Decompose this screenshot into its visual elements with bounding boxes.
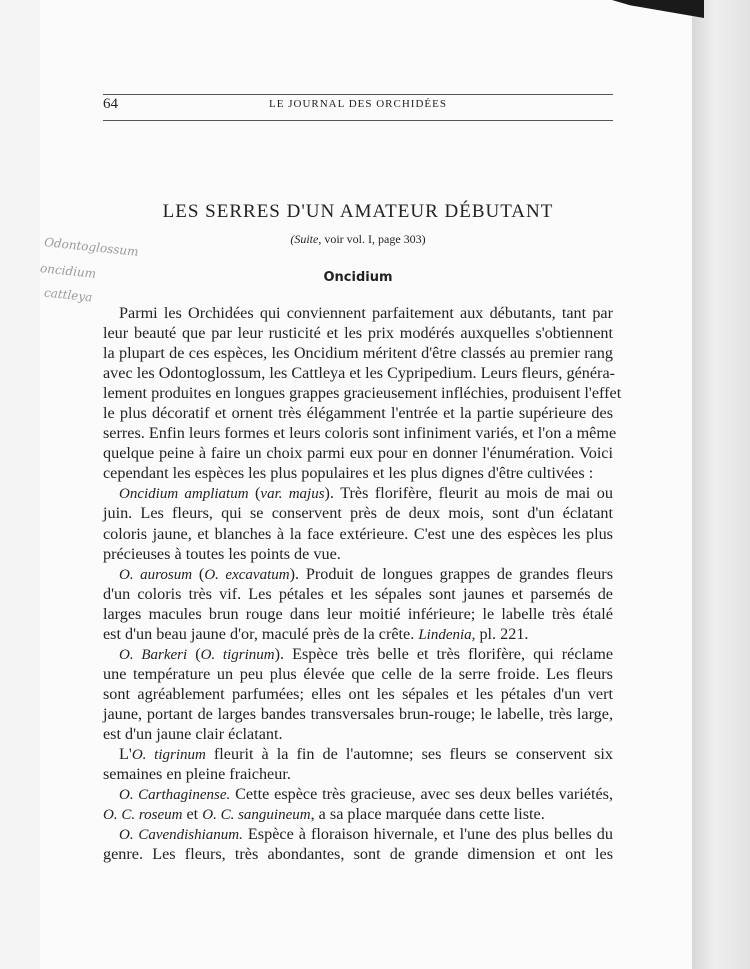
text-line (103, 343, 613, 363)
text-segment: la plupart de ces espèces, les Oncidium méritent d'être classés au premier rang (103, 344, 613, 363)
text-segment: jaune, portant de larges bandes transversales brun-rouge; le labelle, très large, (103, 704, 613, 723)
text-segment: est d'un beau jaune d'or, maculé près de la crête. (103, 624, 419, 643)
text-segment: leur beauté que par leur rusticité et les prix modérés auxquelles s'obtiennent (103, 324, 613, 343)
page-number: 64 (103, 96, 118, 112)
paragraph (103, 744, 613, 784)
text-segment: et (182, 805, 203, 824)
text-segment: cependant les espèces les plus populaires et les plus dignes d'être cultivées : (103, 464, 594, 483)
text-line (103, 784, 613, 804)
text-line (103, 463, 613, 483)
page-edge-shadow (692, 0, 750, 969)
italic-text: O. C. sanguineum (202, 807, 311, 824)
text-line (103, 604, 613, 624)
text-segment: fleurit à la fin de l'automne; ses fleurs se conservent six (205, 745, 613, 764)
text-line (103, 664, 613, 684)
text-segment: le plus décoratif et ornent très élégamment l'entrée et la partie supérieure des (103, 404, 613, 423)
text-segment: est d'un jaune clair éclatant. (103, 724, 283, 743)
text-line (103, 564, 613, 584)
text-line (103, 544, 613, 564)
text-line (103, 443, 613, 463)
handwritten-note: oncidium (39, 261, 97, 281)
italic-text: O. Carthaginense. (119, 787, 231, 804)
italic-text: Lindenia, (418, 626, 476, 643)
subtitle-suite: (Suite, (290, 232, 322, 246)
text-line (103, 383, 622, 403)
text-line (103, 624, 613, 644)
paragraph (103, 644, 613, 744)
paragraph (103, 824, 613, 864)
text-segment: ( (192, 564, 205, 583)
text-segment: d'un coloris très vif. Les pétales et les sépales sont jaunes et parsemés de (103, 584, 613, 603)
text-segment: semaines en pleine fraicheur. (103, 765, 291, 784)
text-segment: Cette espèce très gracieuse, avec ses deux belles variétés, (230, 785, 613, 804)
text-line (103, 323, 613, 343)
text-line (103, 524, 613, 544)
text-segment: genre. Les fleurs, très abondantes, sont de grande dimension et ont les (103, 845, 613, 864)
text-segment: larges macules brun rouge dans leur moitié inférieure; le labelle très étalé (103, 604, 613, 623)
text-segment: juin. Les fleurs, qui se conservent près de deux mois, sont d'un éclatant (103, 504, 613, 523)
text-segment: sont agréablement parfumées; elles ont les sépales et les pétales d'un vert (103, 684, 613, 703)
text-line (103, 724, 613, 744)
text-line (103, 403, 613, 423)
text-segment: ). Espèce très belle et très florifère, qui réclame (274, 644, 614, 663)
italic-text: O. aurosum (119, 566, 193, 583)
text-segment: L' (119, 745, 132, 764)
text-segment: coloris jaune, et blanches à la face extérieure. C'est une des espèces les plus (103, 524, 613, 543)
text-segment: lement produites en longues grappes gracieusement infléchies, produisent l'effet (103, 384, 622, 403)
text-segment: précieuses à toutes les points de vue. (103, 544, 341, 563)
text-line (103, 584, 613, 604)
italic-text: O. tigrinum (131, 747, 206, 764)
text-segment: une température un peu plus élevée que celle de la serre froide. Les fleurs (103, 664, 613, 683)
text-line (103, 844, 613, 864)
text-segment: Parmi les Orchidées qui conviennent parfaitement aux débutants, tant par (119, 304, 613, 322)
handwritten-note: Odontoglossum (43, 235, 140, 259)
text-line (103, 704, 613, 724)
text-segment: avec les Odontoglossum, les Cattleya et les Cypripedium. Leurs fleurs, généra- (103, 364, 616, 383)
italic-text: O. C. roseum (103, 807, 183, 824)
text-line (103, 824, 613, 844)
text-line (103, 684, 613, 704)
text-segment: ). Très florifère, fleurit au mois de mai ou (324, 484, 613, 503)
article-title: LES SERRES D'UN AMATEUR DÉBUTANT (162, 201, 554, 222)
italic-text: O. Barkeri (119, 646, 188, 663)
article-subtitle (103, 232, 613, 247)
text-line (103, 744, 613, 764)
text-line (103, 303, 613, 323)
text-line (103, 423, 617, 443)
text-segment: ( (248, 484, 261, 503)
subtitle-reference: voir vol. I, page 303) (321, 232, 426, 246)
text-line (103, 363, 616, 383)
italic-text: O. Cavendishianum. (119, 827, 243, 844)
text-line (103, 503, 613, 523)
article-body (103, 303, 622, 864)
text-segment: Espèce à floraison hivernale, et l'une des plus belles du (242, 825, 613, 844)
paragraph (103, 303, 622, 483)
italic-text: O. tigrinum (200, 646, 275, 663)
header-rule-top (103, 94, 613, 95)
italic-text: var. majus (260, 486, 325, 503)
text-segment: serres. Enfin leurs formes et leurs coloris sont infiniment variés, et l'on a même (103, 424, 617, 443)
paragraph (103, 784, 613, 824)
paragraph (103, 564, 613, 644)
text-line (103, 804, 613, 824)
running-title: LE JOURNAL DES ORCHIDÉES (269, 98, 447, 110)
italic-text: O. excavatum (204, 566, 290, 583)
text-segment: , a sa place marquée dans cette liste. (310, 805, 545, 824)
text-line (103, 483, 613, 503)
paragraph (103, 483, 613, 563)
header-rule-bottom (103, 120, 613, 121)
text-segment: pl. 221. (475, 624, 529, 643)
text-segment: ( (187, 644, 201, 663)
text-line (103, 764, 613, 784)
section-heading: Oncidium (323, 270, 393, 285)
text-line (103, 644, 613, 664)
text-segment: quelque peine à faire un choix parmi eux pour en donner l'énumération. Voici (103, 444, 613, 463)
text-segment: ). Produit de longues grappes de grandes fleurs (289, 564, 613, 583)
italic-text: Oncidium ampliatum (119, 486, 249, 503)
handwritten-note: cattleya (43, 285, 94, 305)
